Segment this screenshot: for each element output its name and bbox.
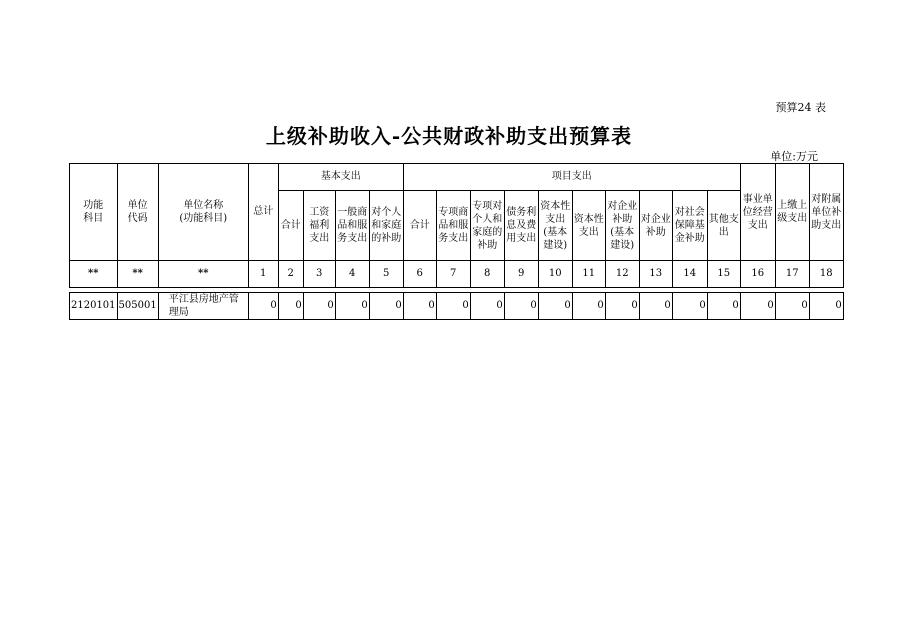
row-value-cell: 0: [248, 293, 278, 320]
row-value-cell: 0: [403, 293, 436, 320]
header-project-7: 对企业补助: [639, 191, 672, 261]
index-cell: **: [117, 261, 158, 288]
index-cell: 5: [369, 261, 403, 288]
index-cell: 13: [639, 261, 672, 288]
row-value-cell: 0: [436, 293, 470, 320]
index-cell: 8: [470, 261, 504, 288]
index-cell: 18: [809, 261, 843, 288]
row-value-cell: 0: [538, 293, 572, 320]
header-func-code: 功能 科目: [70, 164, 118, 261]
header-project-5: 资本性支出: [572, 191, 605, 261]
row-func-code: 2120101: [70, 293, 118, 320]
index-cell: 6: [403, 261, 436, 288]
row-value-cell: 0: [672, 293, 707, 320]
header-unit-name: 单位名称 (功能科目): [158, 164, 248, 261]
index-cell: 7: [436, 261, 470, 288]
index-cell: **: [158, 261, 248, 288]
row-value-cell: 0: [639, 293, 672, 320]
index-cell: 10: [538, 261, 572, 288]
header-basic-1: 工资福利支出: [303, 191, 335, 261]
index-cell: 3: [303, 261, 335, 288]
header-project-3: 债务利息及费用支出: [504, 191, 538, 261]
index-cell: 16: [740, 261, 775, 288]
row-value-cell: 0: [335, 293, 369, 320]
row-value-cell: 0: [504, 293, 538, 320]
index-cell: 9: [504, 261, 538, 288]
header-basic-group: 基本支出: [278, 164, 403, 191]
header-subsidiary: 对附属单位补助支出: [809, 164, 843, 261]
row-value-cell: 0: [572, 293, 605, 320]
header-business: 事业单位经营支出: [740, 164, 775, 261]
header-project-6: 对企业补助(基本建设): [605, 191, 639, 261]
header-basic-0: 合计: [278, 191, 303, 261]
header-project-0: 合计: [403, 191, 436, 261]
index-cell: 4: [335, 261, 369, 288]
header-project-9: 其他支出: [707, 191, 740, 261]
row-value-cell: 0: [303, 293, 335, 320]
header-unit-code: 单位 代码: [117, 164, 158, 261]
header-project-2: 专项对个人和家庭的补助: [470, 191, 504, 261]
header-basic-3: 对个人和家庭的补助: [369, 191, 403, 261]
header-project-8: 对社会保障基金补助: [672, 191, 707, 261]
index-row: [70, 261, 844, 288]
header-total: 总计: [248, 164, 278, 261]
unit-label: 单位:万元: [770, 150, 818, 163]
form-number: 预算24 表: [775, 101, 826, 114]
index-cell: 17: [775, 261, 809, 288]
header-basic-2: 一般商品和服务支出: [335, 191, 369, 261]
header-higher: 上缴上级支出: [775, 164, 809, 261]
header-row-group: [70, 164, 844, 191]
index-cell: 11: [572, 261, 605, 288]
index-cell: **: [70, 261, 118, 288]
index-cell: 1: [248, 261, 278, 288]
budget-table: [69, 163, 844, 320]
row-value-cell: 0: [775, 293, 809, 320]
row-value-cell: 0: [470, 293, 504, 320]
page-title: 上级补助收入-公共财政补助支出预算表: [265, 124, 633, 148]
row-value-cell: 0: [369, 293, 403, 320]
row-value-cell: 0: [809, 293, 843, 320]
header-project-group: 项目支出: [403, 164, 740, 191]
index-cell: 12: [605, 261, 639, 288]
row-value-cell: 0: [740, 293, 775, 320]
row-unit-code: 505001: [117, 293, 158, 320]
row-unit-name: 平江县房地产管理局: [158, 293, 248, 320]
index-cell: 15: [707, 261, 740, 288]
row-value-cell: 0: [707, 293, 740, 320]
index-cell: 14: [672, 261, 707, 288]
index-cell: 2: [278, 261, 303, 288]
table-row: [70, 293, 844, 320]
header-project-1: 专项商品和服务支出: [436, 191, 470, 261]
row-value-cell: 0: [278, 293, 303, 320]
header-project-4: 资本性支出(基本建设): [538, 191, 572, 261]
row-value-cell: 0: [605, 293, 639, 320]
